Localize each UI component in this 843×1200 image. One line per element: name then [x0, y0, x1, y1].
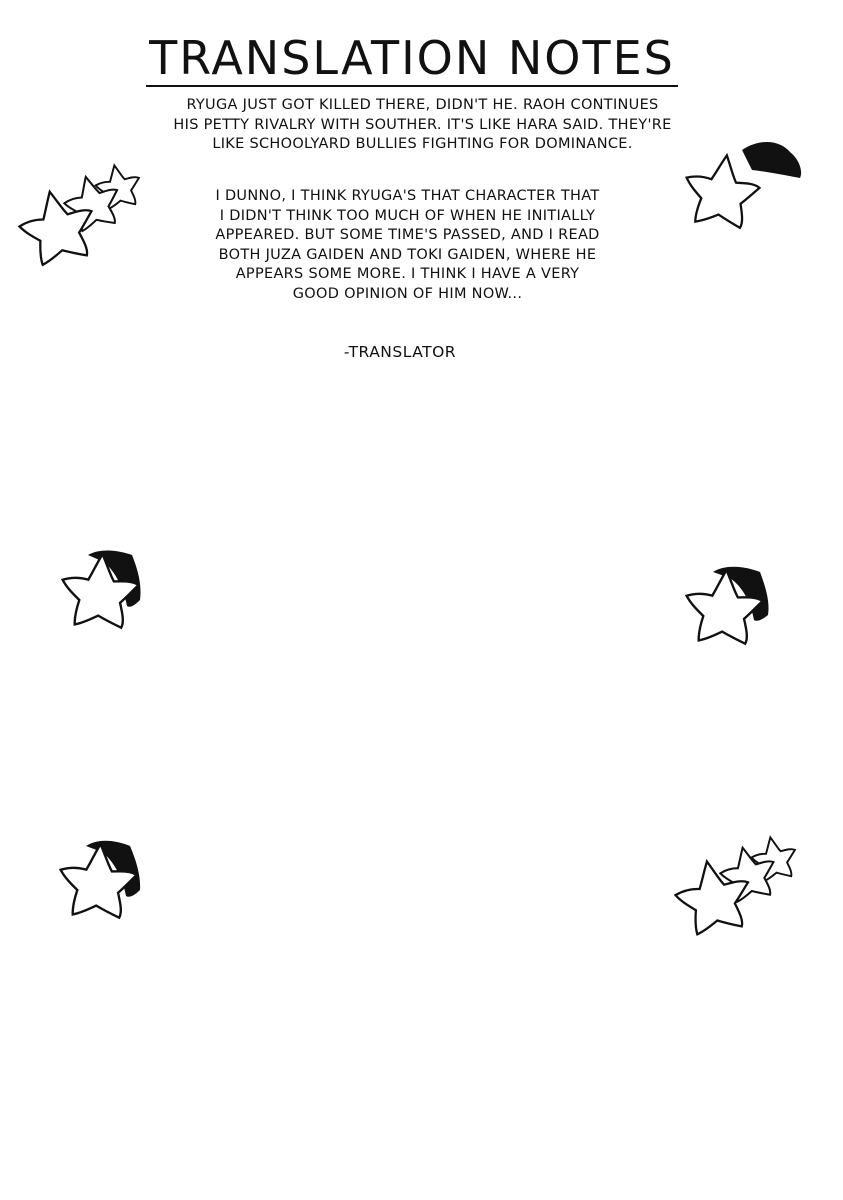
star-icon — [60, 550, 141, 628]
shooting-star-icon — [681, 142, 801, 230]
paragraph-line: BOTH JUZA GAIDEN AND TOKI GAIDEN, WHERE HE — [218, 246, 597, 263]
star-icon — [684, 567, 769, 645]
translation-note-paragraph-2 — [190, 187, 625, 304]
paragraph-line: I DUNNO, I THINK RYUGA'S THAT CHARACTER THAT — [215, 188, 600, 204]
star-cluster-icon — [14, 162, 144, 268]
paragraph-line: RYUGA JUST GOT KILLED THERE, DIDN'T HE. RAOH CONTINUES — [186, 97, 659, 113]
paragraph-line: I DIDN'T THINK TOO MUCH OF WHEN HE INITIALLY — [219, 207, 596, 224]
paragraph-line: APPEARED. BUT SOME TIME'S PASSED, AND I READ — [215, 227, 600, 243]
paragraph-line: HIS PETTY RIVALRY WITH SOUTHER. IT'S LIKE HARA SAID. THEY'RE — [173, 116, 672, 133]
page-title: TRANSLATION NOTES — [149, 31, 675, 85]
paragraph-line: GOOD OPINION OF HIM NOW... — [292, 285, 523, 302]
translation-note-paragraph-1 — [150, 96, 695, 155]
paragraph-line: APPEARS SOME MORE. I THINK I HAVE A VERY — [235, 266, 580, 282]
paragraph-line: LIKE SCHOOLYARD BULLIES FIGHTING FOR DOMINANCE. — [212, 136, 633, 152]
page-title-container — [146, 30, 678, 86]
title-underline — [146, 85, 678, 87]
translator-signature: -TRANSLATOR — [343, 343, 457, 361]
star-cluster-icon — [671, 834, 800, 937]
star-icon — [58, 841, 141, 919]
